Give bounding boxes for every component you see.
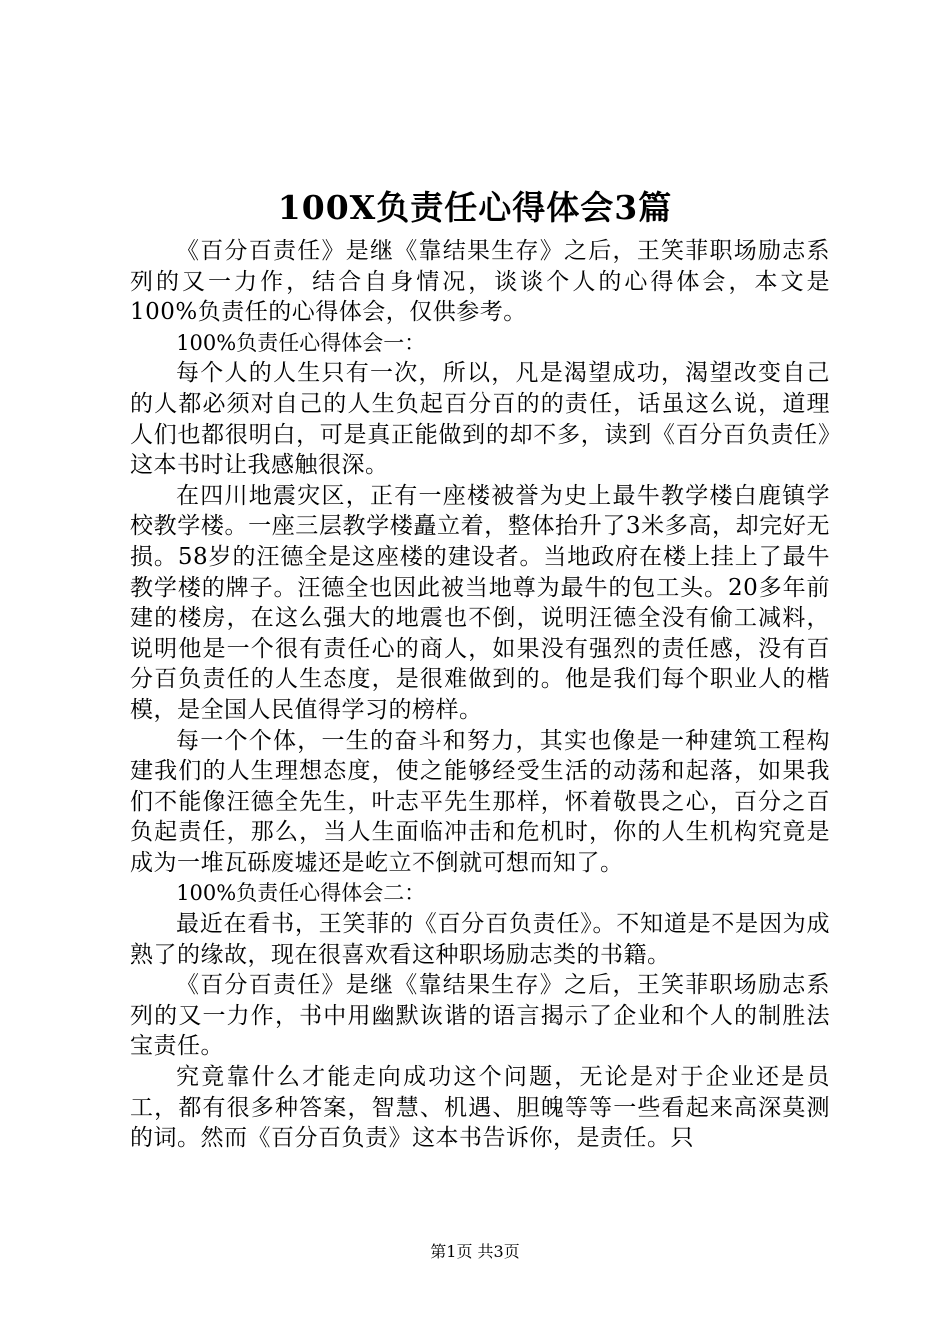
paragraph-4: 最近在看书，王笑菲的《百分百负责任》。不知道是不是因为成熟了的缘故，现在很喜欢看这种职场励志类的书籍。 (130, 911, 830, 968)
paragraph-intro: 《百分百责任》是继《靠结果生存》之后，王笑菲职场励志系列的又一力作，结合自身情况，谈谈个人的心得体会，本文是100%负责任的心得体会，仅供参考。 (130, 238, 830, 326)
section-heading-two: 100%负责任心得体会二： (176, 881, 426, 906)
document-title: 100X负责任心得体会3篇 (277, 188, 673, 227)
page-footer: 第1页 共3页 (430, 1242, 520, 1261)
document-body (130, 236, 830, 1154)
paragraph-2: 在四川地震灾区，正有一座楼被誉为史上最牛教学楼白鹿镇学校教学楼。一座三层教学楼矗立着，整体抬升了3米多高，却完好无损。58岁的汪德全是这座楼的建设者。当地政府在楼上挂上了最牛教学楼的牌子。汪德全也因此被当地尊为最牛的包工头。20多年前建的楼房，在这么强大的地震也不倒，说明汪德全没有偷工减料，说明他是一个很有责任心的商人，如果没有强烈的责任感，没有百分百负责任的人生态度，是很难做到的。他是我们每个职业人的楷模，是全国人民值得学习的榜样。 (130, 482, 830, 723)
paragraph-3: 每一个个体，一生的奋斗和努力，其实也像是一种建筑工程构建我们的人生理想态度，使之能够经受生活的动荡和起落，如果我们不能像汪德全先生，叶志平先生那样，怀着敬畏之心，百分之百负起责任，那么，当人生面临冲击和危机时，你的人生机构究竟是成为一堆瓦砾废墟还是屹立不倒就可想而知了。 (130, 727, 830, 876)
paragraph-5: 《百分百责任》是继《靠结果生存》之后，王笑菲职场励志系列的又一力作，书中用幽默诙谐的语言揭示了企业和个人的制胜法宝责任。 (130, 972, 830, 1060)
section-heading-one: 100%负责任心得体会一： (176, 330, 426, 355)
paragraph-1: 每个人的人生只有一次，所以，凡是渴望成功，渴望改变自己的人都必须对自己的人生负起百分百的的责任，话虽这么说，道理人们也都很明白，可是真正能做到的却不多，读到《百分百负责任》这本书时让我感触很深。 (130, 360, 830, 479)
paragraph-6: 究竟靠什么才能走向成功这个问题，无论是对于企业还是员工，都有很多种答案，智慧、机遇、胆魄等等一些看起来高深莫测的词。然而《百分百负责》这本书告诉你，是责任。只 (130, 1064, 830, 1152)
